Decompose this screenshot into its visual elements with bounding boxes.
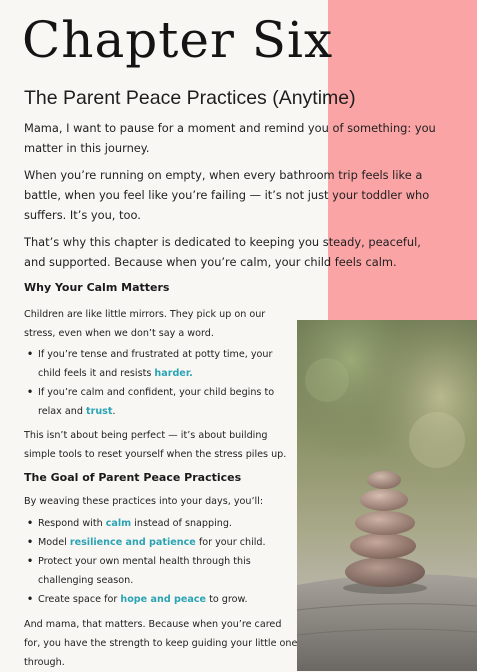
section-heading-goal: The Goal of Parent Peace Practices — [24, 471, 242, 484]
highlight-text: calm — [105, 518, 132, 529]
why-paragraph: Children are like little mirrors. They pick up on our stress, even when we don’t say a word. — [24, 309, 266, 339]
intro-paragraph-1: Mama, I want to pause for a moment and remind you of something: you matter in this journey. — [24, 121, 436, 155]
highlight-text: harder. — [154, 368, 193, 379]
list-item — [24, 533, 292, 552]
goal-bullet-list — [24, 514, 292, 609]
bullet-text: Model — [38, 537, 70, 548]
list-item — [24, 552, 292, 590]
why-bullet-list — [24, 345, 292, 421]
bullet-text-end: . — [112, 406, 116, 417]
bullet-icon: • — [27, 387, 34, 398]
section-heading-why-calm: Why Your Calm Matters — [24, 281, 170, 294]
why-after-paragraph: This isn’t about being perfect — it’s about building simple tools to reset yourself when the stress piles up. — [24, 430, 287, 460]
list-item — [24, 383, 292, 421]
list-item — [24, 514, 292, 533]
bullet-icon: • — [27, 349, 34, 360]
highlight-text: trust — [86, 406, 113, 417]
chapter-subtitle: The Parent Peace Practices (Anytime) — [24, 87, 356, 109]
highlight-text: resilience and patience — [69, 537, 196, 548]
bullet-text-end: to grow. — [206, 594, 248, 605]
bullet-icon: • — [27, 518, 34, 529]
bullet-text: Respond with — [38, 518, 106, 529]
bullet-icon: • — [27, 556, 34, 567]
intro-paragraph-2: When you’re running on empty, when every bathroom trip feels like a battle, when you feel like you’re failing — it’s not just your toddler who suffers. It’s you, too. — [24, 168, 430, 222]
list-item — [24, 590, 292, 609]
bullet-text: If you’re calm and confident, your child begins to relax and — [38, 387, 275, 417]
bullet-text-end: instead of snapping. — [131, 518, 232, 529]
bullet-text: If you’re tense and frustrated at potty time, your child feels it and resists — [38, 349, 273, 379]
bullet-icon: • — [27, 537, 34, 548]
intro-paragraph-3: That’s why this chapter is dedicated to keeping you steady, peaceful, and supported. Because when you’re calm, your child feels calm. — [24, 235, 421, 269]
goal-paragraph: By weaving these practices into your days, you’ll: — [24, 496, 264, 507]
chapter-title: Chapter Six — [22, 11, 334, 69]
bullet-text: Protect your own mental health through this challenging season. — [38, 556, 251, 586]
list-item — [24, 345, 292, 383]
bullet-icon: • — [27, 594, 34, 605]
highlight-text: hope and peace — [120, 594, 207, 605]
bullet-text-end: for your child. — [195, 537, 266, 548]
bullet-text: Create space for — [38, 594, 121, 605]
stacked-stones-photo — [297, 320, 477, 671]
closing-paragraph: And mama, that matters. Because when you’re cared for, you have the strength to keep guiding your little one through. — [24, 619, 298, 668]
